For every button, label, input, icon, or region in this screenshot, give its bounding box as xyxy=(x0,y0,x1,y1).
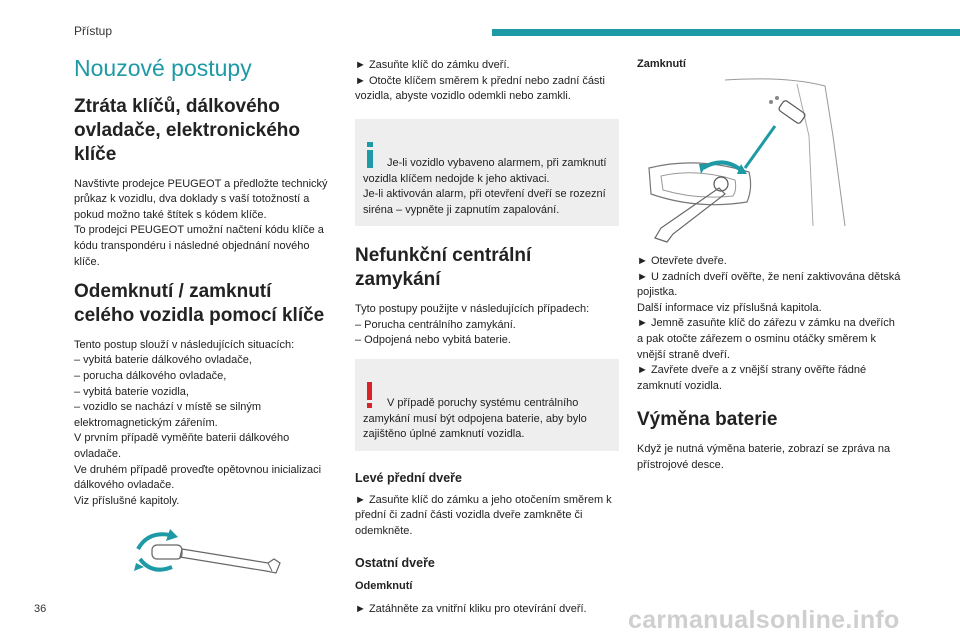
paragraph-battery-replacement: Když je nutná výměna baterie, zobrazí se zpráva na přístrojové desce. xyxy=(637,443,891,471)
column-2 xyxy=(355,58,619,627)
paragraph-lost-keys: Navštivte prodejce PEUGEOT a předložte technický průkaz k vozidlu, dva doklady s vaší totožností a pokud možno také štítek s kódem klíče. To prodejci PEUGEOT umožní načtení kódu klíče a kódu transpondéru i následné objednání nového klíče. xyxy=(74,177,328,268)
page-number: 36 xyxy=(34,603,47,615)
paragraph-front-left-door: ► Zasuňte klíč do zámku a jeho otočením směrem k přední či zadní části vozidla dveře zamkněte či odemkněte. xyxy=(355,493,612,538)
heading-lost-keys: Ztráta klíčů, dálkového ovladače, elektronického klíče xyxy=(74,96,300,165)
heading-front-left-door: Levé přední dveře xyxy=(355,470,462,485)
running-header: Přístup xyxy=(74,24,113,38)
info-note-text: Je-li vozidlo vybaveno alarmem, při zamknutí vozidla klíčem nedojde k jeho aktivaci. Je-li aktivován alarm, při otevření dveří se rozezní siréna – vypněte ji zapnutím zapalování. xyxy=(363,157,607,216)
paragraph-lock-with-key: Tento postup slouží v následujících situacích: – vybitá baterie dálkového ovladače, – porucha dálkového ovladače, – vybitá baterie vozidla, – vozidlo se nachází v místě se silným elektromagnetickým zářením. V prvním případě vyměňte baterii dálkového ovladače. Ve druhém případě proveďte opětovnou inicializaci dálkového ovladače. Viz příslušné kapitoly. xyxy=(74,338,322,507)
watermark: carmanualsonline.info xyxy=(628,606,900,634)
info-note-alarm xyxy=(355,119,619,227)
heading-battery-replacement: Výměna baterie xyxy=(637,409,778,431)
info-icon xyxy=(363,142,377,168)
paragraph-unlock: ► Zatáhněte za vnitřní kliku pro otevírání dveří. xyxy=(355,602,587,615)
column-1 xyxy=(74,56,329,579)
paragraph-insert-key: ► Zasuňte klíč do zámku dveří. ► Otočte klíčem směrem k přední nebo zadní části vozidla, abyste vozidlo odemkli nebo zamkli. xyxy=(355,59,605,103)
heading-central-locking: Nefunkční centrální zamykání xyxy=(355,245,532,291)
heading-lock: Zamknutí xyxy=(637,58,686,70)
heading-other-doors: Ostatní dveře xyxy=(355,555,435,570)
page-title: Nouzové postupy xyxy=(74,55,252,81)
paragraph-central-locking: Tyto postupy použijte v následujících případech: – Porucha centrálního zamykání. – Odpojená nebo vybitá baterie. xyxy=(355,302,590,347)
door-lock-illustration xyxy=(637,76,857,246)
heading-unlock: Odemknutí xyxy=(355,579,413,592)
column-3 xyxy=(637,58,904,483)
heading-lock-with-key: Odemknutí / zamknutí celého vozidla pomocí klíče xyxy=(74,281,325,326)
key-illustration xyxy=(118,519,298,579)
warning-note-battery xyxy=(355,359,619,451)
paragraph-lock-steps: ► Otevřete dveře. ► U zadních dveří ověřte, že není zaktivována dětská pojistka. Další informace viz příslušná kapitola. ► Jemně zasuňte klíč do zářezu v zámku na dveřích a pak otočte zářezem o osminu otáčky směrem k vnější straně dveří. ► Zavřete dveře a z vnější strany ověřte řádné zamknutí vozidla. xyxy=(637,255,901,392)
warning-note-text: V případě poruchy systému centrálního zamykání musí být odpojena baterie, aby bylo zajištěno úplné zamknutí vozidla. xyxy=(363,397,587,441)
warning-icon xyxy=(363,382,377,408)
header-accent-bar xyxy=(492,29,960,36)
